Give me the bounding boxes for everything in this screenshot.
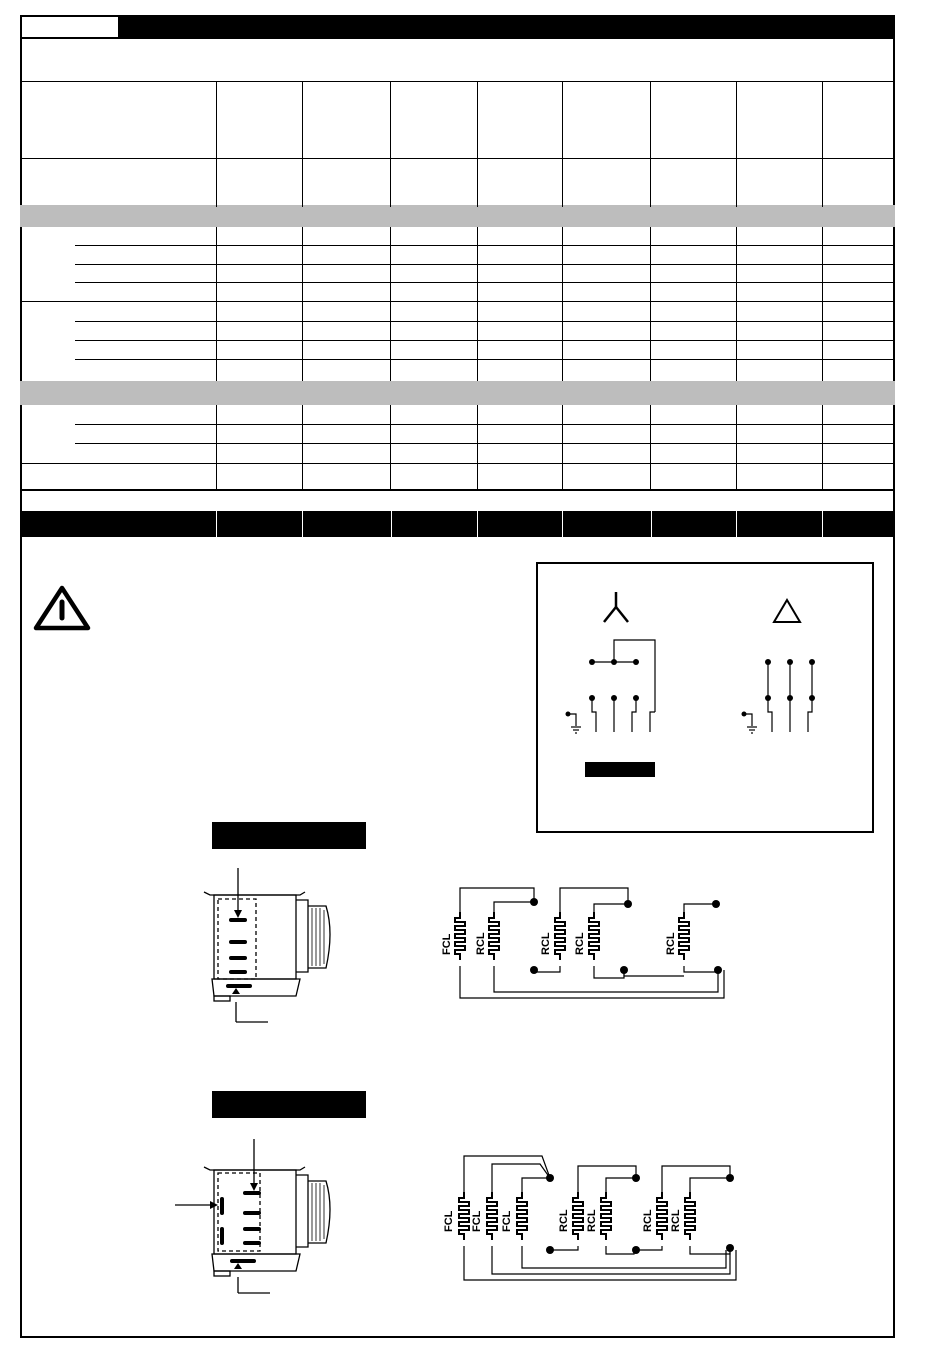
table-footer-bar xyxy=(20,511,895,537)
connection-diagrams xyxy=(536,562,874,833)
col-sep xyxy=(390,227,391,381)
delta-symbol-icon xyxy=(774,600,800,622)
col-sep xyxy=(562,405,563,489)
col-sep xyxy=(390,405,391,489)
diagram-2-label-bar xyxy=(212,1091,366,1118)
motor-side-view-2 xyxy=(170,1135,360,1305)
coil-fcl xyxy=(459,1192,469,1240)
section-header-1 xyxy=(20,205,895,227)
col-sep xyxy=(302,405,303,489)
col-sep xyxy=(216,227,217,381)
coil-rcl xyxy=(679,912,689,960)
coil-label: RCL xyxy=(670,1209,682,1232)
coil-label: FCL xyxy=(471,1210,483,1232)
section-header-2 xyxy=(20,381,895,405)
table-row-rule xyxy=(75,443,895,444)
col-sep xyxy=(650,227,651,381)
coil-label: RCL xyxy=(665,932,677,955)
col-sep xyxy=(216,82,217,207)
coil-rcl xyxy=(601,1192,611,1240)
coil-label: RCL xyxy=(586,1209,598,1232)
table-row-rule xyxy=(75,359,895,360)
col-sep xyxy=(562,82,563,207)
col-sep xyxy=(477,82,478,207)
coil-fcl xyxy=(455,912,465,960)
col-sep xyxy=(736,82,737,207)
coil-label: RCL xyxy=(475,932,487,955)
col-sep xyxy=(562,227,563,381)
star-symbol-icon xyxy=(604,592,628,622)
wiring-diagram-1 xyxy=(430,880,740,1005)
col-sep xyxy=(390,82,391,207)
table-row-rule xyxy=(75,340,895,341)
table-row-rule xyxy=(75,245,895,246)
wiring-diagram-2 xyxy=(430,1150,750,1290)
col-sep xyxy=(822,405,823,489)
col-sep xyxy=(650,82,651,207)
coil-rcl xyxy=(657,1192,667,1240)
col-sep xyxy=(822,227,823,381)
table-bottom-rule xyxy=(20,489,895,491)
coil-rcl xyxy=(489,912,499,960)
coil-rcl xyxy=(685,1192,695,1240)
coil-rcl xyxy=(573,1192,583,1240)
coil-label: FCL xyxy=(501,1210,513,1232)
coil-label: RCL xyxy=(642,1209,654,1232)
coil-label: RCL xyxy=(558,1209,570,1232)
col-sep xyxy=(736,405,737,489)
coil-label: FCL xyxy=(441,933,453,955)
coil-fcl xyxy=(517,1192,527,1240)
legend-label-bar xyxy=(585,762,655,777)
coil-label: RCL xyxy=(540,932,552,955)
motor-side-view-1 xyxy=(200,862,360,1032)
col-sep xyxy=(650,405,651,489)
coil-fcl xyxy=(487,1192,497,1240)
coil-label: RCL xyxy=(574,932,586,955)
header-title-box xyxy=(22,17,118,37)
table-group-rule xyxy=(20,301,895,302)
col-sep xyxy=(736,227,737,381)
diagram-1-label-bar xyxy=(212,822,366,849)
col-sep xyxy=(216,405,217,489)
coil-label: FCL xyxy=(443,1210,455,1232)
col-sep xyxy=(477,405,478,489)
coil-rcl xyxy=(589,912,599,960)
header-bar xyxy=(20,15,895,39)
table-row-rule xyxy=(75,424,895,425)
exclamation-triangle-icon xyxy=(33,584,91,632)
col-sep xyxy=(822,82,823,207)
col-sep xyxy=(302,82,303,207)
table-row-rule xyxy=(75,321,895,322)
col-sep xyxy=(302,227,303,381)
delta-wiring xyxy=(744,662,812,733)
table-header-rule xyxy=(20,158,895,159)
coil-rcl xyxy=(555,912,565,960)
table-row-rule xyxy=(75,282,895,283)
table-top-rule xyxy=(20,81,895,82)
col-sep xyxy=(477,227,478,381)
star-wiring xyxy=(568,640,655,733)
table-group-rule xyxy=(20,463,895,464)
table-row-rule xyxy=(75,264,895,265)
